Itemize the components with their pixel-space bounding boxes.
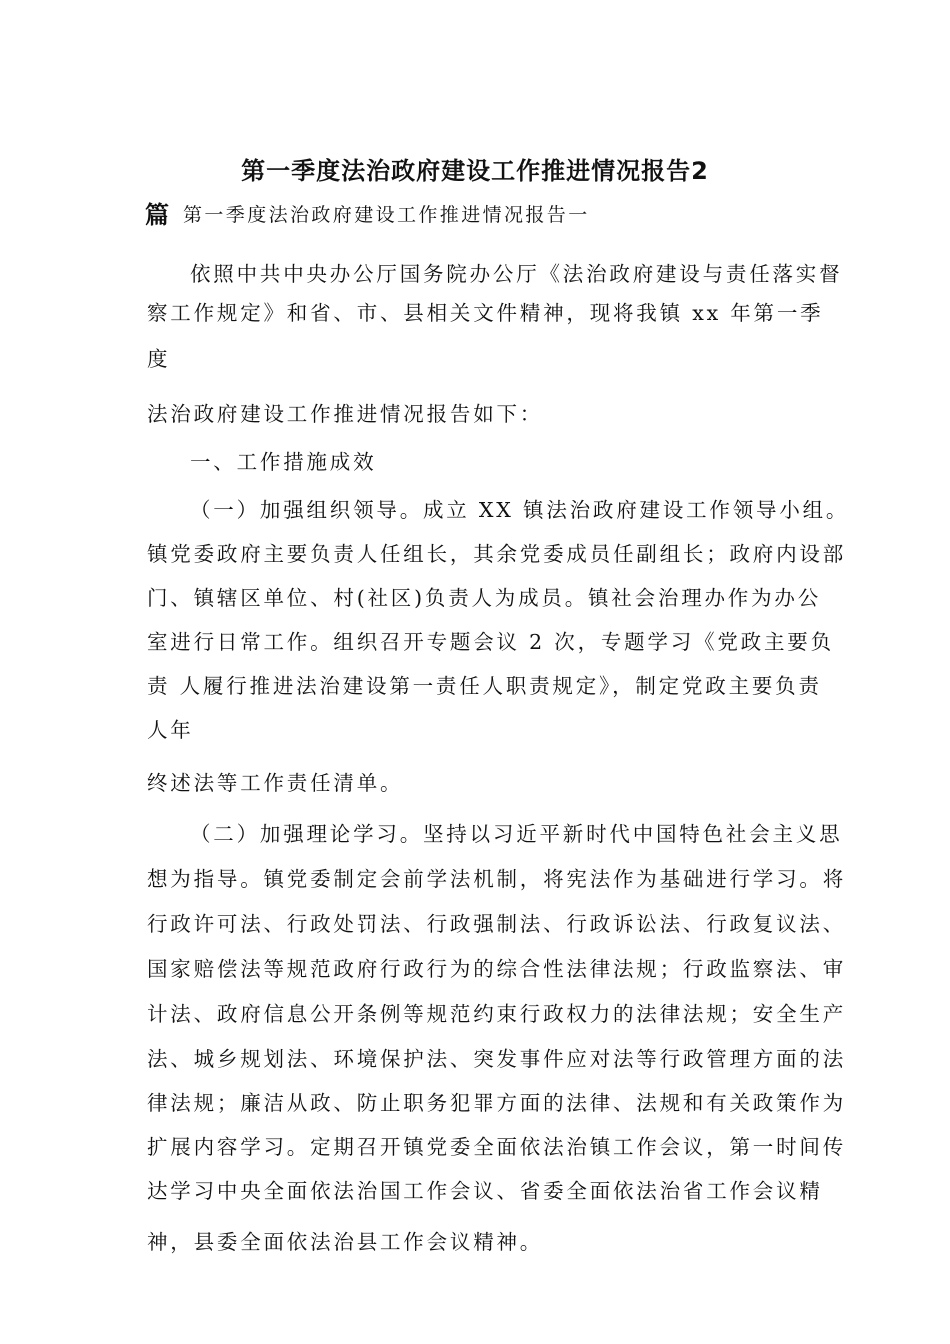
body-line: （一）加强组织领导。成立 XX 镇法治政府建设工作领导小组。: [190, 498, 850, 522]
body-line: 计法、政府信息公开条例等规范约束行政权力的法律法规；安全生产: [147, 1002, 846, 1026]
body-line: （二）加强理论学习。坚持以习近平新时代中国特色社会主义思: [190, 822, 843, 846]
body-line: 律法规；廉洁从政、防止职务犯罪方面的法律、法规和有关政策作为: [147, 1091, 846, 1115]
body-line: 达学习中央全面依法治国工作会议、省委全面依法治省工作会议精: [147, 1179, 823, 1203]
document-title: 第一季度法治政府建设工作推进情况报告2: [241, 157, 709, 185]
body-line: 想为指导。镇党委制定会前学法机制，将宪法作为基础进行学习。将: [147, 867, 846, 891]
section-heading: 一、工作措施成效: [190, 450, 377, 474]
body-line: 扩展内容学习。定期召开镇党委全面依法治镇工作会议，第一时间传: [147, 1135, 846, 1159]
document-subtitle: 第一季度法治政府建设工作推进情况报告一: [183, 204, 590, 226]
body-line: 责 人履行推进法治建设第一责任人职责规定》，制定党政主要负责: [147, 674, 822, 698]
body-line: 室进行日常工作。组织召开专题会议 2 次，专题学习《党政主要负: [147, 630, 834, 654]
body-line: 察工作规定》和省、市、县相关文件精神，现将我镇 xx 年第一季: [147, 301, 824, 325]
body-line: 行政许可法、行政处罚法、行政强制法、行政诉讼法、行政复议法、: [147, 912, 846, 936]
body-line: 门、镇辖区单位、村(社区)负责人为成员。镇社会治理办作为办公: [147, 586, 821, 610]
body-line: 终述法等工作责任清单。: [147, 771, 404, 795]
body-line: 国家赔偿法等规范政府行政行为的综合性法律法规；行政监察法、审: [147, 957, 846, 981]
body-line: 镇党委政府主要负责人任组长，其余党委成员任副组长；政府内设部: [147, 542, 846, 566]
body-line: 神，县委全面依法治县工作会议精神。: [147, 1230, 544, 1254]
body-line: 依照中共中央办公厅国务院办公厅《法治政府建设与责任落实督: [190, 262, 843, 286]
document-title-continuation: 篇: [145, 201, 169, 229]
body-line: 人年: [147, 718, 194, 742]
body-line: 法、城乡规划法、环境保护法、突发事件应对法等行政管理方面的法: [147, 1047, 846, 1071]
body-line: 法治政府建设工作推进情况报告如下：: [147, 402, 544, 426]
body-line: 度: [147, 347, 171, 371]
